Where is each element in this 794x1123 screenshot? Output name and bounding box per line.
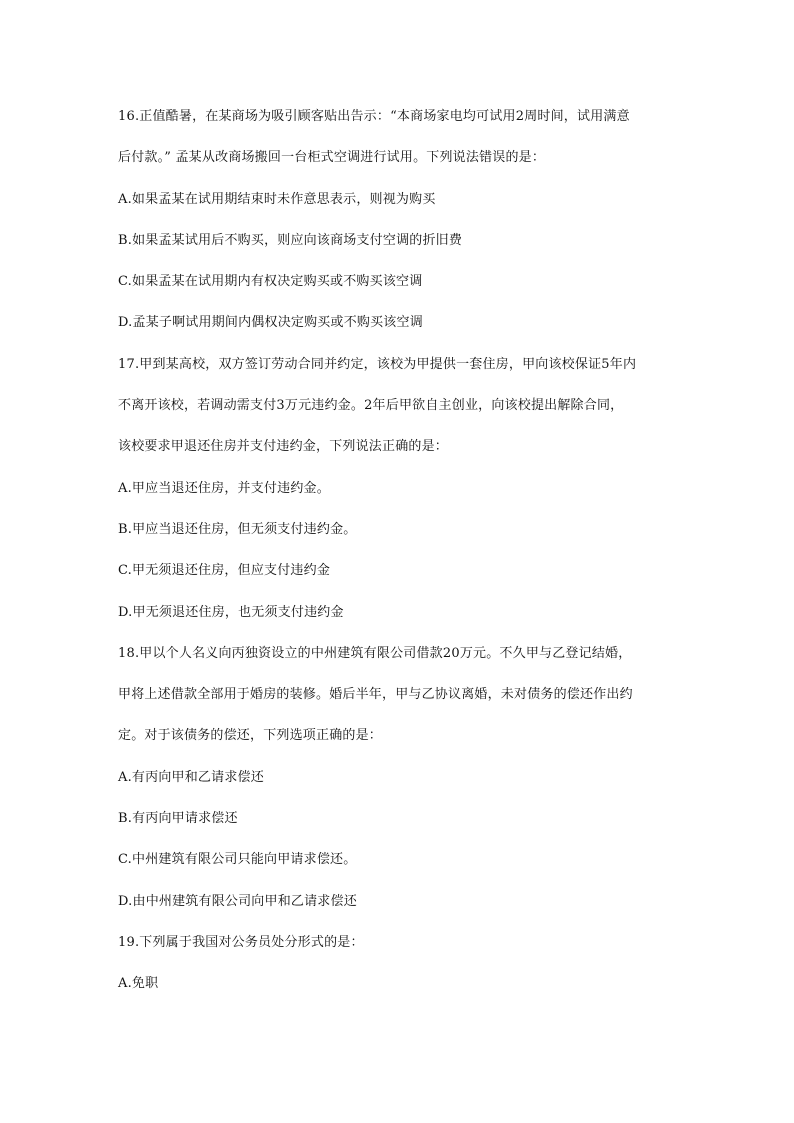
q17-option-b: B.甲应当退还住房，但无须支付违约金。 [118,521,357,537]
q16-option-d: D.孟某子啊试用期间内偶权决定购买或不购买该空调 [118,315,423,331]
q17-option-a: A.甲应当退还住房，并支付违约金。 [118,480,330,496]
q19-option-a: A.免职 [118,976,159,992]
q16-option-c: C.如果孟某在试用期内有权决定购买或不购买该空调 [118,274,423,290]
q18-option-a: A.有丙向甲和乙请求偿还 [118,769,264,785]
q16-option-a: A.如果孟某在试用期结束时未作意思表示，则视为购买 [118,191,436,207]
q18-option-b: B.有丙向甲请求偿还 [118,811,238,827]
q18-option-c: C.中州建筑有限公司只能向甲请求偿还。 [118,852,357,868]
q18-stem-line-2: 甲将上述借款全部用于婚房的装修。婚后半年，甲与乙协议离婚，未对债务的偿还作出约 [118,687,633,703]
q16-option-b: B.如果孟某试用后不购买，则应向该商场支付空调的折旧费 [118,232,463,248]
q17-stem-line-1: 17.甲到某高校，双方签订劳动合同并约定，该校为甲提供一套住房，甲向该校保证5年内 [118,356,637,372]
q16-stem-line-2: 后付款。” 孟某从改商场搬回一台柜式空调进行试用。下列说法错误的是： [118,150,546,166]
document-page [118,107,678,1016]
q18-option-d: D.由中州建筑有限公司向甲和乙请求偿还 [118,893,357,909]
q17-option-d: D.甲无须退还住房，也无须支付违约金 [118,604,344,620]
q18-stem-line-3: 定。对于该债务的偿还，下列选项正确的是： [118,728,383,744]
q17-option-c: C.甲无须退还住房，但应支付违约金 [118,563,331,579]
q16-stem-line-1: 16.正值酷暑，在某商场为吸引顾客贴出告示：“本商场家电均可试用2周时间，试用满意 [118,109,630,124]
q17-stem-line-2: 不离开该校，若调动需支付3万元违约金。2年后甲欲自主创业，向该校提出解除合同， [118,398,624,414]
q19-stem-line-1: 19.下列属于我国对公务员处分形式的是： [118,934,364,950]
q18-stem-line-1: 18.甲以个人名义向丙独资设立的中州建筑有限公司借款20万元。不久甲与乙登记结婚， [118,645,632,661]
q17-stem-line-3: 该校要求甲退还住房并支付违约金，下列说法正确的是： [118,439,449,455]
